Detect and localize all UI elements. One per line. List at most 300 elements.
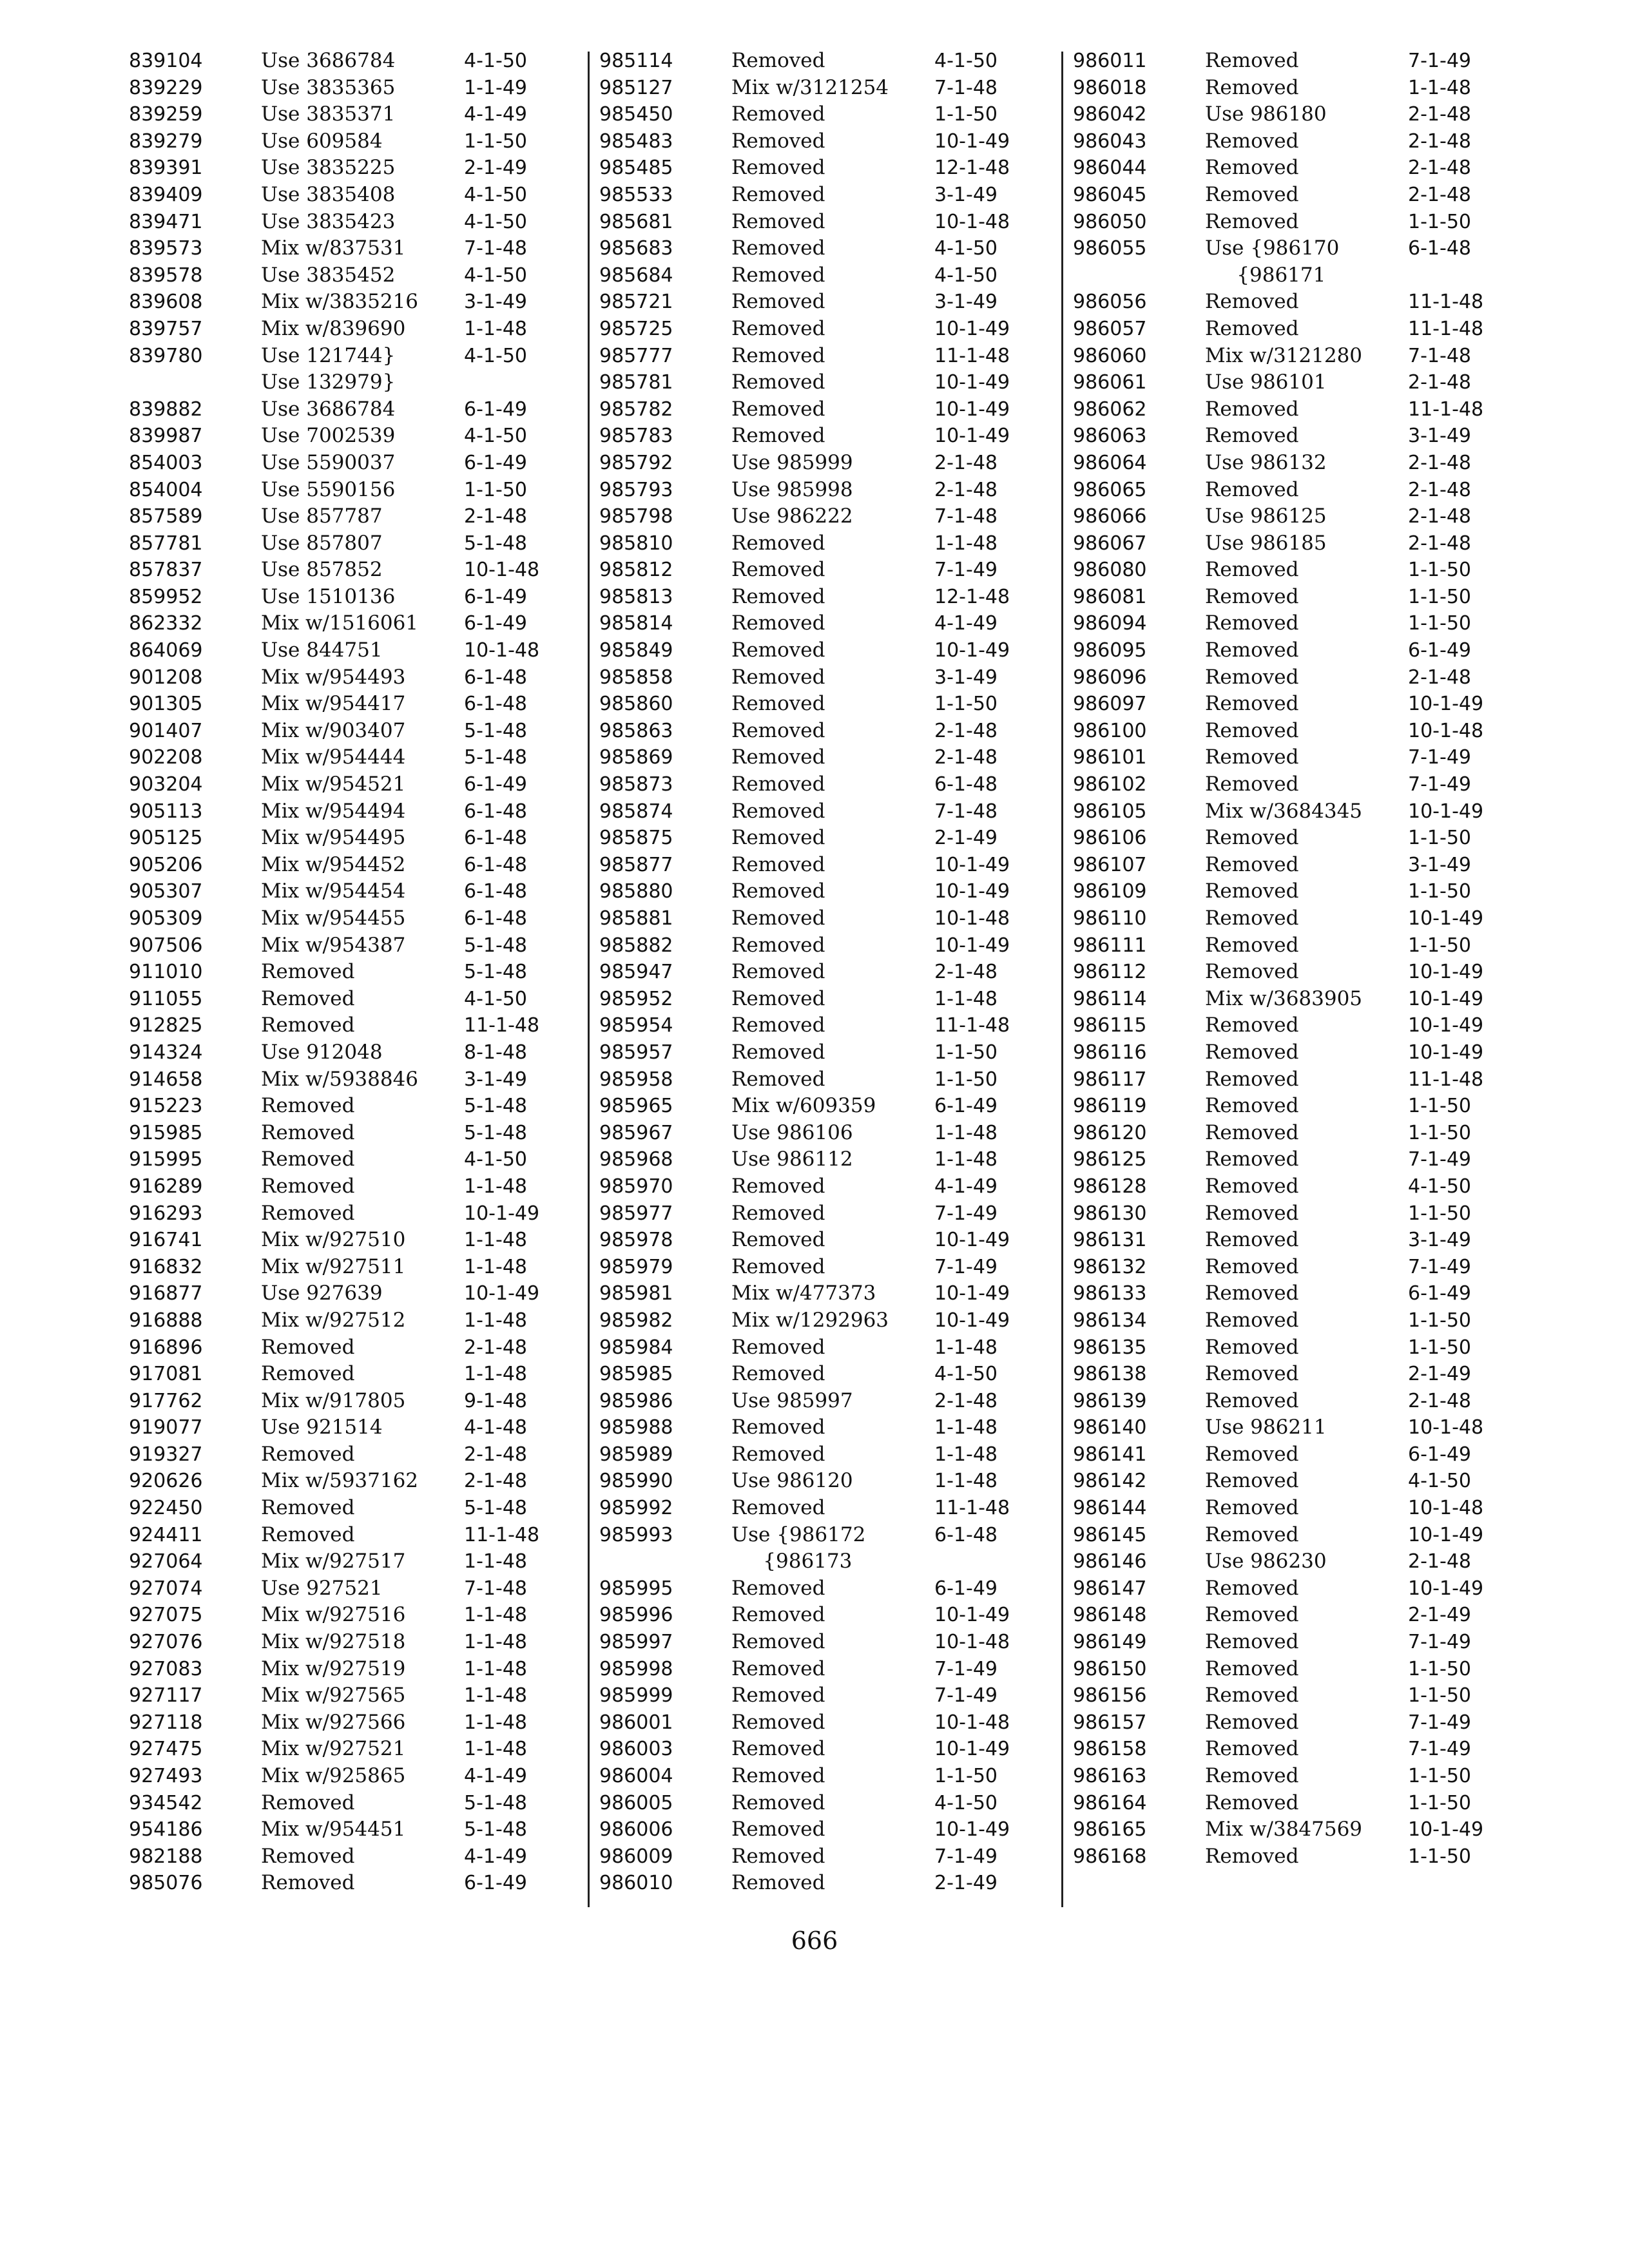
part-number: 985985 — [599, 1363, 673, 1386]
part-number: 854003 — [129, 451, 203, 474]
table-row — [599, 316, 1063, 343]
disposition: Removed — [261, 1120, 355, 1144]
disposition: Mix w/3121280 — [1205, 343, 1363, 367]
table-row — [599, 503, 1063, 530]
table-row — [1073, 1173, 1537, 1200]
effective-date: 7-1-49 — [1408, 1738, 1471, 1761]
table-row — [129, 209, 593, 236]
effective-date: 1-1-50 — [1408, 1845, 1471, 1868]
disposition: Removed — [261, 1844, 355, 1868]
disposition: Use 3835452 — [261, 263, 396, 287]
table-row — [1073, 1414, 1537, 1441]
effective-date: 1-1-48 — [464, 1255, 527, 1278]
disposition: Removed — [1205, 1335, 1299, 1359]
disposition: Mix w/3121254 — [731, 75, 889, 99]
effective-date: 2-1-48 — [464, 1443, 527, 1466]
disposition: Mix w/954417 — [261, 692, 406, 716]
disposition: Use 986222 — [731, 505, 853, 528]
disposition: Mix w/3835216 — [261, 290, 419, 314]
part-number: 985483 — [599, 130, 673, 153]
table-row — [129, 557, 593, 584]
table-row — [1073, 1468, 1537, 1495]
disposition: Removed — [261, 1094, 355, 1118]
part-number: 986066 — [1073, 505, 1147, 528]
disposition: Removed — [731, 718, 825, 742]
effective-date: 5-1-48 — [464, 746, 527, 769]
effective-date: 6-1-48 — [464, 907, 527, 930]
table-row — [129, 986, 593, 1013]
disposition: Use 5590156 — [261, 477, 396, 501]
table-row — [1073, 343, 1537, 370]
part-number: 985725 — [599, 317, 673, 340]
table-row — [599, 1307, 1063, 1334]
table-row — [129, 155, 593, 182]
table-row — [1073, 852, 1537, 879]
part-number: 905307 — [129, 880, 203, 903]
disposition: Removed — [1205, 397, 1299, 421]
table-row — [129, 1066, 593, 1093]
effective-date: 1-1-50 — [1408, 1791, 1471, 1814]
table-row — [599, 289, 1063, 316]
disposition: Removed — [731, 1335, 825, 1359]
part-number: 839471 — [129, 210, 203, 233]
effective-date: 2-1-48 — [934, 961, 998, 984]
table-row — [599, 450, 1063, 477]
table-row — [599, 343, 1063, 370]
effective-date: 3-1-49 — [1408, 425, 1471, 448]
effective-date: 4-1-50 — [464, 344, 527, 367]
disposition: Removed — [261, 1871, 355, 1895]
effective-date: 2-1-48 — [464, 1470, 527, 1493]
disposition: Removed — [731, 263, 825, 287]
part-number: 839409 — [129, 183, 203, 206]
disposition: Use 3835371 — [261, 102, 396, 126]
effective-date: 7-1-49 — [1408, 1148, 1471, 1171]
effective-date: 4-1-49 — [934, 612, 998, 635]
disposition: Removed — [1205, 1308, 1299, 1332]
part-number: 985681 — [599, 210, 673, 233]
part-number: 985882 — [599, 934, 673, 957]
effective-date: 10-1-49 — [1408, 1523, 1484, 1546]
table-row — [1073, 610, 1537, 637]
part-number: 919077 — [129, 1416, 203, 1439]
part-number: 985996 — [599, 1604, 673, 1627]
disposition: Mix w/954455 — [261, 907, 406, 930]
part-number: 839987 — [129, 425, 203, 448]
table-row — [1073, 1575, 1537, 1602]
disposition: Use 857852 — [261, 558, 383, 582]
effective-date: 4-1-50 — [1408, 1175, 1471, 1198]
part-number: 985858 — [599, 666, 673, 689]
disposition: Removed — [731, 1254, 825, 1278]
effective-date: 4-1-49 — [464, 103, 527, 126]
table-row — [129, 1093, 593, 1120]
part-number: 927118 — [129, 1711, 203, 1734]
disposition: Removed — [1205, 745, 1299, 769]
part-number: 986107 — [1073, 853, 1147, 876]
effective-date: 10-1-49 — [934, 880, 1010, 903]
effective-date: 1-1-48 — [934, 1416, 998, 1439]
part-number: 839757 — [129, 317, 203, 340]
disposition: Removed — [731, 1737, 825, 1761]
table-row — [1073, 477, 1537, 504]
table-row — [1073, 798, 1537, 825]
table-row — [129, 1227, 593, 1254]
disposition: Removed — [1205, 1603, 1299, 1627]
disposition: Removed — [731, 1174, 825, 1198]
disposition: Removed — [261, 960, 355, 984]
effective-date: 1-1-48 — [464, 1309, 527, 1332]
disposition: Removed — [1205, 639, 1299, 662]
part-number: 901305 — [129, 693, 203, 716]
part-number: 986081 — [1073, 585, 1147, 608]
part-number: 985127 — [599, 76, 673, 99]
effective-date: 4-1-50 — [464, 1148, 527, 1171]
part-number: 985877 — [599, 853, 673, 876]
effective-date: 7-1-49 — [934, 1684, 998, 1707]
disposition: Use 986211 — [1205, 1416, 1327, 1439]
part-number: 915985 — [129, 1121, 203, 1144]
disposition: Removed — [731, 236, 825, 260]
disposition: Removed — [731, 1818, 825, 1841]
effective-date: 6-1-49 — [1408, 1282, 1471, 1305]
table-row — [1073, 1709, 1537, 1736]
disposition: Removed — [1205, 1148, 1299, 1171]
part-number: 986144 — [1073, 1497, 1147, 1520]
effective-date: 10-1-49 — [934, 425, 1010, 448]
table-row — [599, 1388, 1063, 1415]
part-number: 911010 — [129, 961, 203, 984]
effective-date: 7-1-49 — [1408, 1255, 1471, 1278]
effective-date: 1-1-50 — [934, 1765, 998, 1787]
disposition: Use 985997 — [731, 1389, 853, 1412]
disposition: Removed — [261, 1791, 355, 1814]
effective-date: 4-1-50 — [464, 50, 527, 72]
part-number: 986055 — [1073, 237, 1147, 260]
effective-date: 5-1-48 — [464, 961, 527, 984]
table-row — [599, 1736, 1063, 1763]
disposition: Mix w/954494 — [261, 799, 406, 823]
table-row — [599, 396, 1063, 423]
effective-date: 3-1-49 — [934, 291, 998, 314]
effective-date: 7-1-49 — [1408, 746, 1471, 769]
disposition: Use 3835225 — [261, 156, 396, 180]
table-row — [129, 1414, 593, 1441]
part-number: 902208 — [129, 746, 203, 769]
disposition: Removed — [1205, 129, 1299, 153]
table-row — [1073, 905, 1537, 932]
part-number: 905309 — [129, 907, 203, 930]
effective-date: 1-1-50 — [1408, 1095, 1471, 1118]
part-number: 985863 — [599, 719, 673, 742]
table-row — [599, 986, 1063, 1013]
table-row — [1073, 691, 1537, 718]
disposition: Removed — [731, 424, 825, 448]
effective-date: 7-1-48 — [934, 800, 998, 823]
effective-date: 1-1-48 — [464, 1711, 527, 1734]
effective-date: 12-1-48 — [934, 157, 1010, 180]
parts-column-3 — [1073, 48, 1537, 1870]
table-row — [599, 369, 1063, 396]
disposition: Mix w/837531 — [261, 236, 406, 260]
table-row — [129, 664, 593, 691]
parts-column-1 — [129, 48, 593, 1897]
table-row — [129, 1682, 593, 1709]
part-number: 986064 — [1073, 451, 1147, 474]
table-row — [1073, 959, 1537, 986]
disposition: Use {986172 {986173 — [731, 1523, 866, 1573]
table-row — [599, 718, 1063, 745]
disposition: Removed — [731, 1603, 825, 1627]
disposition: Removed — [261, 1201, 355, 1225]
disposition: Use 986132 — [1205, 450, 1327, 474]
part-number: 927475 — [129, 1738, 203, 1761]
part-number: 916896 — [129, 1336, 203, 1359]
part-number: 985979 — [599, 1255, 673, 1278]
part-number: 985533 — [599, 183, 673, 206]
disposition: Removed — [731, 1040, 825, 1064]
part-number: 920626 — [129, 1470, 203, 1493]
table-row — [599, 852, 1063, 879]
disposition: Removed — [731, 960, 825, 984]
effective-date: 5-1-48 — [464, 1791, 527, 1814]
part-number: 986114 — [1073, 987, 1147, 1010]
table-row — [599, 235, 1063, 262]
table-row — [599, 1012, 1063, 1039]
table-row — [599, 530, 1063, 557]
table-row — [599, 209, 1063, 236]
table-row — [129, 771, 593, 798]
disposition: Mix w/3683905 — [1205, 986, 1363, 1010]
table-row — [1073, 209, 1537, 236]
table-row — [129, 1334, 593, 1361]
page-number: 666 — [791, 1927, 838, 1955]
disposition: Removed — [731, 1630, 825, 1654]
effective-date: 9-1-48 — [464, 1389, 527, 1412]
disposition: Removed — [261, 986, 355, 1010]
part-number: 924411 — [129, 1523, 203, 1546]
disposition: Removed — [1205, 424, 1299, 448]
table-row — [129, 477, 593, 504]
table-row — [1073, 932, 1537, 959]
disposition: Mix w/954452 — [261, 852, 406, 876]
table-row — [129, 530, 593, 557]
effective-date: 7-1-48 — [934, 505, 998, 528]
part-number: 927075 — [129, 1604, 203, 1627]
disposition: Use 912048 — [261, 1040, 383, 1064]
part-number: 985967 — [599, 1121, 673, 1144]
table-row — [1073, 289, 1537, 316]
effective-date: 4-1-49 — [464, 1765, 527, 1787]
part-number: 857781 — [129, 532, 203, 555]
part-number: 985881 — [599, 907, 673, 930]
effective-date: 1-1-48 — [934, 1443, 998, 1466]
table-row — [599, 1120, 1063, 1147]
part-number: 985814 — [599, 612, 673, 635]
part-number: 985450 — [599, 103, 673, 126]
table-row — [599, 771, 1063, 798]
effective-date: 7-1-49 — [934, 1202, 998, 1225]
effective-date: 1-1-50 — [1408, 1657, 1471, 1680]
part-number: 985978 — [599, 1229, 673, 1252]
disposition: Removed — [1205, 879, 1299, 903]
table-row — [129, 1522, 593, 1549]
disposition: Removed — [261, 1362, 355, 1386]
part-number: 915995 — [129, 1148, 203, 1171]
part-number: 985798 — [599, 505, 673, 528]
effective-date: 1-1-50 — [1408, 1684, 1471, 1707]
effective-date: 11-1-48 — [1408, 398, 1484, 421]
effective-date: 4-1-50 — [934, 1363, 998, 1386]
disposition: Mix w/839690 — [261, 316, 406, 340]
disposition: Removed — [731, 49, 825, 72]
table-row — [129, 262, 593, 289]
effective-date: 1-1-50 — [1408, 612, 1471, 635]
effective-date: 4-1-49 — [464, 1845, 527, 1868]
effective-date: 1-1-48 — [464, 1229, 527, 1252]
effective-date: 10-1-48 — [934, 1711, 1010, 1734]
disposition: Removed — [731, 745, 825, 769]
part-number: 986147 — [1073, 1577, 1147, 1600]
table-row — [129, 1709, 593, 1736]
effective-date: 6-1-48 — [464, 666, 527, 689]
table-row — [129, 1200, 593, 1227]
table-row — [1073, 1388, 1537, 1415]
disposition: Use 985999 — [731, 450, 853, 474]
part-number: 985997 — [599, 1631, 673, 1654]
disposition: Removed — [731, 1657, 825, 1680]
part-number: 986132 — [1073, 1255, 1147, 1278]
table-row — [599, 1843, 1063, 1870]
part-number: 839104 — [129, 50, 203, 72]
effective-date: 7-1-48 — [1408, 344, 1471, 367]
effective-date: 2-1-48 — [934, 451, 998, 474]
table-row — [1073, 1093, 1537, 1120]
effective-date: 4-1-50 — [1408, 1470, 1471, 1493]
disposition: Removed — [1205, 1201, 1299, 1225]
effective-date: 4-1-50 — [464, 264, 527, 287]
part-number: 985874 — [599, 800, 673, 823]
disposition: Removed — [1205, 49, 1299, 72]
effective-date: 2-1-48 — [1408, 532, 1471, 555]
effective-date: 6-1-49 — [934, 1095, 998, 1118]
column-divider — [588, 52, 590, 1907]
effective-date: 11-1-48 — [1408, 1068, 1484, 1091]
effective-date: 10-1-49 — [1408, 800, 1484, 823]
part-number: 986115 — [1073, 1014, 1147, 1037]
part-number: 986111 — [1073, 934, 1147, 957]
disposition: Mix w/954387 — [261, 933, 406, 957]
table-row — [599, 798, 1063, 825]
disposition: Removed — [731, 1014, 825, 1037]
table-row — [129, 423, 593, 450]
table-row — [1073, 423, 1537, 450]
table-row — [1073, 1227, 1537, 1254]
table-row — [599, 959, 1063, 986]
effective-date: 2-1-49 — [934, 1872, 998, 1895]
part-number: 905125 — [129, 827, 203, 850]
table-row — [129, 1388, 593, 1415]
part-number: 986065 — [1073, 478, 1147, 501]
disposition: Mix w/477373 — [731, 1282, 876, 1305]
part-number: 986057 — [1073, 317, 1147, 340]
disposition: Mix w/954493 — [261, 665, 406, 689]
part-number: 986142 — [1073, 1470, 1147, 1493]
disposition: Removed — [731, 102, 825, 126]
effective-date: 11-1-48 — [464, 1014, 540, 1037]
disposition: Removed — [731, 1201, 825, 1225]
part-number: 985958 — [599, 1068, 673, 1091]
table-row — [599, 262, 1063, 289]
column-divider — [1061, 52, 1063, 1907]
table-row — [129, 1763, 593, 1790]
part-number: 986135 — [1073, 1336, 1147, 1359]
effective-date: 6-1-48 — [464, 693, 527, 716]
disposition: Use 986125 — [1205, 505, 1327, 528]
part-number: 986139 — [1073, 1389, 1147, 1412]
disposition: Mix w/925865 — [261, 1764, 406, 1787]
part-number: 986067 — [1073, 532, 1147, 555]
part-number: 839259 — [129, 103, 203, 126]
table-row — [1073, 1629, 1537, 1656]
table-row — [129, 75, 593, 102]
effective-date: 4-1-50 — [464, 425, 527, 448]
effective-date: 1-1-48 — [934, 532, 998, 555]
part-number: 986131 — [1073, 1229, 1147, 1252]
effective-date: 6-1-49 — [1408, 639, 1471, 662]
disposition: Removed — [1205, 933, 1299, 957]
table-row — [129, 235, 593, 262]
part-number: 986044 — [1073, 157, 1147, 180]
table-row — [599, 1280, 1063, 1307]
table-row — [129, 798, 593, 825]
part-number: 986061 — [1073, 371, 1147, 394]
table-row — [599, 610, 1063, 637]
disposition: Use 986180 — [1205, 102, 1327, 126]
part-number: 864069 — [129, 639, 203, 662]
effective-date: 6-1-49 — [464, 451, 527, 474]
table-row — [129, 343, 593, 396]
effective-date: 3-1-49 — [1408, 853, 1471, 876]
disposition: Use 986230 — [1205, 1550, 1327, 1573]
part-number: 839573 — [129, 237, 203, 260]
effective-date: 1-1-48 — [934, 1336, 998, 1359]
disposition: Removed — [731, 156, 825, 180]
disposition: Removed — [731, 1871, 825, 1895]
effective-date: 10-1-49 — [1408, 907, 1484, 930]
effective-date: 5-1-48 — [464, 1818, 527, 1841]
disposition: Use 121744} Use 132979} — [261, 343, 396, 394]
disposition: Removed — [1205, 852, 1299, 876]
effective-date: 1-1-48 — [464, 1684, 527, 1707]
part-number: 985792 — [599, 451, 673, 474]
table-row — [599, 557, 1063, 584]
table-row — [599, 1709, 1063, 1736]
part-number: 986134 — [1073, 1309, 1147, 1332]
disposition: Mix w/954454 — [261, 879, 406, 903]
effective-date: 1-1-48 — [464, 1550, 527, 1573]
table-row — [129, 852, 593, 879]
part-number: 905113 — [129, 800, 203, 823]
effective-date: 10-1-49 — [934, 1604, 1010, 1627]
effective-date: 3-1-49 — [464, 291, 527, 314]
table-row — [1073, 1334, 1537, 1361]
disposition: Removed — [1205, 611, 1299, 635]
table-row — [129, 878, 593, 905]
disposition: Use 927521 — [261, 1576, 383, 1600]
part-number: 954186 — [129, 1818, 203, 1841]
effective-date: 10-1-49 — [1408, 1041, 1484, 1064]
